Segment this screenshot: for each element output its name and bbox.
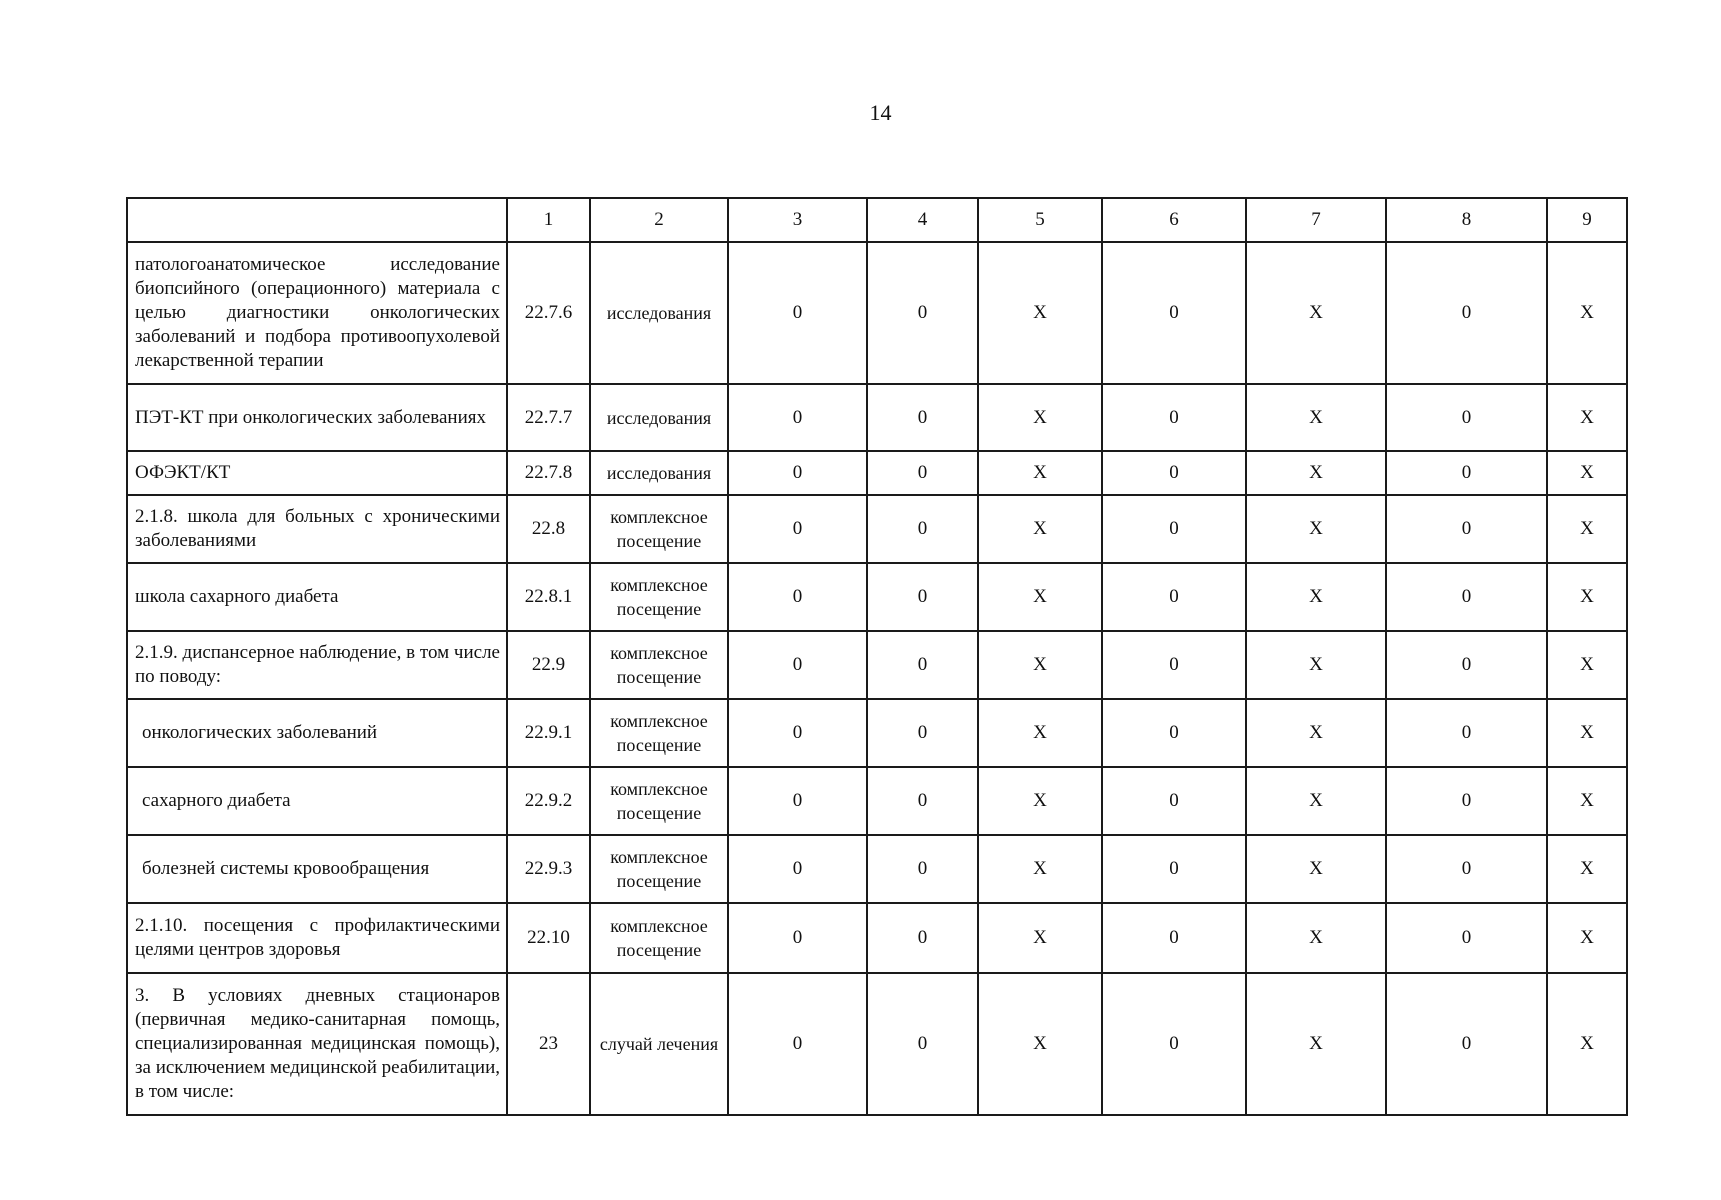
- row-col5: X: [978, 384, 1102, 451]
- table-row: [127, 563, 1627, 631]
- row-unit: комплексное посещение: [590, 699, 728, 767]
- row-col9: X: [1547, 699, 1627, 767]
- row-col5: X: [978, 563, 1102, 631]
- row-col9: X: [1547, 973, 1627, 1115]
- row-col7: X: [1246, 973, 1386, 1115]
- header-cell-6: 6: [1102, 198, 1246, 242]
- row-col6: 0: [1102, 835, 1246, 903]
- row-col7: X: [1246, 384, 1386, 451]
- row-col9: X: [1547, 631, 1627, 699]
- row-unit: комплексное посещение: [590, 835, 728, 903]
- row-code: 22.10: [507, 903, 590, 973]
- header-cell-1: 1: [507, 198, 590, 242]
- row-name: болезней системы кровообращения: [127, 835, 507, 903]
- row-col7: X: [1246, 767, 1386, 835]
- row-col7: X: [1246, 495, 1386, 563]
- row-col5: X: [978, 903, 1102, 973]
- row-name: ПЭТ-КТ при онкологических заболеваниях: [127, 384, 507, 451]
- table-row: [127, 242, 1627, 384]
- row-col3: 0: [728, 495, 867, 563]
- row-name: онкологических заболеваний: [127, 699, 507, 767]
- row-col7: X: [1246, 835, 1386, 903]
- row-col3: 0: [728, 835, 867, 903]
- row-col5: X: [978, 495, 1102, 563]
- row-unit: комплексное посещение: [590, 563, 728, 631]
- row-code: 22.9.2: [507, 767, 590, 835]
- table-row: [127, 384, 1627, 451]
- data-table: [126, 197, 1628, 1116]
- row-col4: 0: [867, 699, 978, 767]
- table-row: [127, 903, 1627, 973]
- row-col8: 0: [1386, 631, 1547, 699]
- row-col8: 0: [1386, 451, 1547, 495]
- row-col9: X: [1547, 495, 1627, 563]
- row-col4: 0: [867, 384, 978, 451]
- header-cell-5: 5: [978, 198, 1102, 242]
- row-col8: 0: [1386, 384, 1547, 451]
- header-cell-7: 7: [1246, 198, 1386, 242]
- row-code: 22.8.1: [507, 563, 590, 631]
- row-col3: 0: [728, 767, 867, 835]
- header-cell-2: 2: [590, 198, 728, 242]
- row-col5: X: [978, 242, 1102, 384]
- row-col8: 0: [1386, 699, 1547, 767]
- table-row: [127, 767, 1627, 835]
- row-col5: X: [978, 835, 1102, 903]
- row-code: 22.9: [507, 631, 590, 699]
- row-col9: X: [1547, 903, 1627, 973]
- header-cell-0: [127, 198, 507, 242]
- table-row: [127, 631, 1627, 699]
- row-code: 23: [507, 973, 590, 1115]
- row-col7: X: [1246, 563, 1386, 631]
- row-col9: X: [1547, 563, 1627, 631]
- row-unit: комплексное посещение: [590, 495, 728, 563]
- row-name: 2.1.10. посещения с профилактическими целями центров здоровья: [127, 903, 507, 973]
- row-col3: 0: [728, 384, 867, 451]
- row-col5: X: [978, 699, 1102, 767]
- row-unit: исследования: [590, 384, 728, 451]
- row-col4: 0: [867, 767, 978, 835]
- row-col5: X: [978, 767, 1102, 835]
- row-col4: 0: [867, 631, 978, 699]
- row-col6: 0: [1102, 903, 1246, 973]
- row-col3: 0: [728, 451, 867, 495]
- row-name: 3. В условиях дневных стационаров (первичная медико-санитарная помощь, специализированная медицинская помощь), за исключением медицинской реабилитации, в том числе:: [127, 973, 507, 1115]
- row-name: школа сахарного диабета: [127, 563, 507, 631]
- row-col9: X: [1547, 384, 1627, 451]
- row-unit: исследования: [590, 451, 728, 495]
- row-unit: комплексное посещение: [590, 767, 728, 835]
- row-unit: комплексное посещение: [590, 631, 728, 699]
- row-col8: 0: [1386, 495, 1547, 563]
- row-unit: исследования: [590, 242, 728, 384]
- row-col6: 0: [1102, 495, 1246, 563]
- row-code: 22.7.6: [507, 242, 590, 384]
- row-col6: 0: [1102, 767, 1246, 835]
- row-col3: 0: [728, 242, 867, 384]
- header-cell-8: 8: [1386, 198, 1547, 242]
- row-col8: 0: [1386, 835, 1547, 903]
- row-col4: 0: [867, 903, 978, 973]
- row-unit: комплексное посещение: [590, 903, 728, 973]
- row-col7: X: [1246, 451, 1386, 495]
- row-col6: 0: [1102, 563, 1246, 631]
- row-name: сахарного диабета: [127, 767, 507, 835]
- row-name: ОФЭКТ/КТ: [127, 451, 507, 495]
- row-col3: 0: [728, 903, 867, 973]
- row-col9: X: [1547, 451, 1627, 495]
- row-col9: X: [1547, 767, 1627, 835]
- header-cell-4: 4: [867, 198, 978, 242]
- row-col4: 0: [867, 835, 978, 903]
- row-name: 2.1.9. диспансерное наблюдение, в том числе по поводу:: [127, 631, 507, 699]
- row-col4: 0: [867, 563, 978, 631]
- row-col6: 0: [1102, 699, 1246, 767]
- row-unit: случай лечения: [590, 973, 728, 1115]
- table-row: [127, 835, 1627, 903]
- row-col4: 0: [867, 495, 978, 563]
- row-code: 22.9.1: [507, 699, 590, 767]
- row-name: патологоанатомическое исследование биопсийного (операционного) материала с целью диагностики онкологических заболеваний и подбора противоопухолевой лекарственной терапии: [127, 242, 507, 384]
- row-col9: X: [1547, 835, 1627, 903]
- row-col6: 0: [1102, 973, 1246, 1115]
- header-row: [127, 198, 1627, 242]
- row-col5: X: [978, 973, 1102, 1115]
- row-col6: 0: [1102, 242, 1246, 384]
- row-col7: X: [1246, 631, 1386, 699]
- row-col7: X: [1246, 242, 1386, 384]
- row-col8: 0: [1386, 242, 1547, 384]
- row-col4: 0: [867, 451, 978, 495]
- row-col4: 0: [867, 973, 978, 1115]
- row-col3: 0: [728, 563, 867, 631]
- page-number: 14: [869, 100, 892, 125]
- row-col8: 0: [1386, 973, 1547, 1115]
- row-code: 22.8: [507, 495, 590, 563]
- row-name: 2.1.8. школа для больных с хроническими заболеваниями: [127, 495, 507, 563]
- table-row: [127, 495, 1627, 563]
- header-cell-9: 9: [1547, 198, 1627, 242]
- row-code: 22.9.3: [507, 835, 590, 903]
- row-col7: X: [1246, 903, 1386, 973]
- row-code: 22.7.7: [507, 384, 590, 451]
- row-col9: X: [1547, 242, 1627, 384]
- row-col6: 0: [1102, 631, 1246, 699]
- row-col6: 0: [1102, 451, 1246, 495]
- row-col7: X: [1246, 699, 1386, 767]
- row-col8: 0: [1386, 903, 1547, 973]
- row-col5: X: [978, 631, 1102, 699]
- row-col3: 0: [728, 699, 867, 767]
- row-col3: 0: [728, 631, 867, 699]
- table-row: [127, 451, 1627, 495]
- table-row: [127, 699, 1627, 767]
- row-col8: 0: [1386, 563, 1547, 631]
- header-cell-3: 3: [728, 198, 867, 242]
- table-row: [127, 973, 1627, 1115]
- row-col5: X: [978, 451, 1102, 495]
- row-code: 22.7.8: [507, 451, 590, 495]
- row-col3: 0: [728, 973, 867, 1115]
- row-col4: 0: [867, 242, 978, 384]
- row-col8: 0: [1386, 767, 1547, 835]
- row-col6: 0: [1102, 384, 1246, 451]
